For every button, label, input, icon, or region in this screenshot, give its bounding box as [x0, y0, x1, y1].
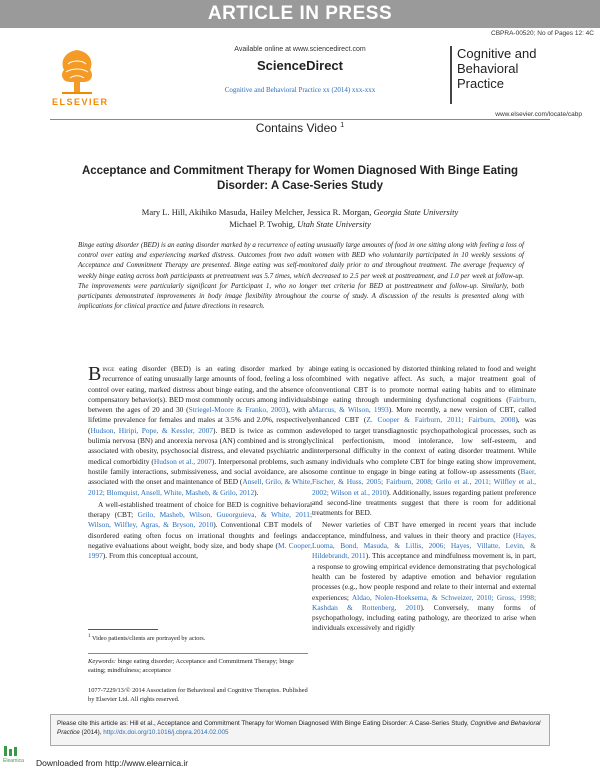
- journal-title-line: Behavioral: [457, 61, 519, 76]
- contains-video-text: Contains Video: [255, 121, 337, 135]
- elearnica-logo-text: Elearnica: [3, 758, 24, 764]
- sciencedirect-wordmark: ScienceDirect: [257, 58, 343, 73]
- authors-names: Mary L. Hill, Akihiko Masuda, Hailey Melcher, Jessica R. Morgan,: [141, 207, 372, 217]
- keywords: [88, 657, 308, 675]
- citation-link[interactable]: Hudson, Hiripi, Pope, & Kessler, 2007: [90, 425, 214, 435]
- manuscript-reference: CBPRA-00520; No of Pages 12: 4C: [491, 30, 594, 37]
- text-run: ). Additionally, issues regarding patient preference and second-line treatments suggest that there is room for additional treatments for BED.: [312, 487, 536, 518]
- contains-video-label: [0, 121, 600, 135]
- header-divider: [50, 119, 550, 120]
- citation-link[interactable]: Z. Cooper & Fairburn, 2011; Fairburn, 2008: [366, 415, 516, 425]
- body-column-left: [88, 364, 312, 562]
- keywords-label: Keywords:: [88, 658, 116, 665]
- author-affiliation: Georgia State University: [373, 207, 459, 217]
- lead-word: inge: [102, 364, 115, 373]
- text-run: ). BED is twice as common as bulimia nervosa (BN) and anorexia nervosa (AN) combined and is strongly associated with obesity, psychosocial distress, and elevated psychiatric and medical comorbidity (: [88, 425, 312, 466]
- journal-title-line: Practice: [457, 76, 504, 91]
- journal-title-line: Cognitive and: [457, 46, 537, 61]
- drop-cap: B: [88, 363, 102, 385]
- text-run: A well-established treatment of choice for BED is cognitive behavioral therapy (CBT;: [88, 499, 312, 520]
- citation-text: Please cite this article as: Hill et al., Acceptance and Commitment Therapy for Women Diagnosed With Binge Eating Disorder: A Case-Series Study,: [57, 720, 469, 727]
- footnote-mark: 1: [88, 633, 91, 639]
- citation-link[interactable]: Hayes, Luoma, Bond, Masuda, & Lillis, 2006; Hayes, Villatte, Levin, & Hildebrandt, 2011: [312, 530, 536, 561]
- text-run: ). More recently, a new version of CBT, called enhanced CBT (: [312, 405, 536, 425]
- citation-link[interactable]: M. Cooper, 1997: [88, 541, 312, 561]
- text-run: ), was developed to target transdiagnostic psychopathological processes, such as clinical perfectionism, mood intolerance, low self-esteem, and interpersonal difficulty in the context of eating disorder treatment. While many individuals who complete CBT for binge eating show improvement, some continue to engage in binge eating at follow-up assessments (: [312, 415, 536, 476]
- text-run: ). Conventional CBT models of disordered eating often focus on irrational thoughts and feelings and negative evaluations about weight, body size, and body shape (: [88, 520, 312, 551]
- body-column-right: [312, 364, 536, 634]
- text-run: ). This acceptance and mindfulness movement is, in part, a response to growing empirical evidence demonstrating that psychological health can be fostered by adaptive emotion and behavior regulation processes (e.g., how people respond and relate to their internal and external experiences;: [312, 551, 536, 602]
- author-affiliation: Utah State University: [297, 219, 371, 229]
- abstract: Binge eating disorder (BED) is an eating disorder marked by a recurrence of eating unusually large amounts of food in one sitting along with feeling a loss of control over eating and experiencing marked distress. Outcomes from two adult women with BED who voluntarily participated in 10 weekly sessions of Acceptance and Commitment Therapy are presented. Binge eating was self-monitored daily prior to and throughout treatment. The average frequency of weekly binge eating across both participants at pretreatment was 5.7 times, which decreased to 2.5 per week at posttreatment, and 1.0 per week at follow-up. The improvements were particularly significant for Participant 1, who no longer met criteria for BED at posttreatment and follow-up. Similarly, both participants demonstrated improvements in body image flexibility throughout the course of study. A discussion of the results is presented along with implications for clinical practice and future directions in research.: [78, 241, 524, 311]
- citation-link[interactable]: Hudson et al., 2007: [153, 456, 212, 466]
- doi-link[interactable]: http://dx.doi.org/10.1016/j.cbpra.2014.02.005: [103, 729, 229, 736]
- text-run: ).: [254, 487, 259, 497]
- author-list: [60, 206, 540, 230]
- elearnica-logo: [2, 744, 32, 764]
- elsevier-wordmark: ELSEVIER: [52, 97, 109, 107]
- paragraph: [88, 364, 312, 498]
- keywords-list: binge eating disorder; Acceptance and Commitment Therapy; binge eating; mindfulness; acceptance: [88, 658, 294, 674]
- citation-year: (2014),: [81, 729, 102, 736]
- article-in-press-banner: ARTICLE IN PRESS: [0, 0, 600, 28]
- text-run: Newer varieties of CBT have emerged in recent years that include acceptance, mindfulness, and values in their theory and practice (: [312, 520, 536, 540]
- citation-link[interactable]: Striegel-Moore & Franko, 2003: [188, 405, 286, 415]
- citation-link[interactable]: Fairburn, Marcus, & Wilson, 1993: [312, 394, 536, 415]
- journal-url[interactable]: www.elsevier.com/locate/cabp: [495, 111, 582, 118]
- download-source-link[interactable]: Downloaded from http://www.elearnica.ir: [36, 758, 189, 768]
- contains-video-footnote-mark[interactable]: 1: [340, 122, 345, 129]
- citation-link[interactable]: Ansell, Grilo, & White, 2012; Blomquist, Ansell, White, Masheb, & Grilo, 2012: [88, 477, 312, 497]
- available-online: Available online at www.sciencedirect.com: [234, 46, 366, 53]
- text-run: ). Conversely, many forms of psychopathology, including eating pathology, are theorized to arise when individuals excessively and rigidly: [312, 602, 536, 633]
- footnote-divider: [88, 629, 158, 630]
- paragraph: [312, 364, 536, 518]
- text-run: binge eating is occasioned by distorted thinking related to food and weight combined with negative affect. As such, a major treatment goal of conventional CBT is to promote normal eating habits and to eliminate binge eating through undermining dysfunctional cognitions (: [312, 364, 536, 404]
- citation-journal: Cognitive and Behavioral Practice: [57, 720, 541, 736]
- article-title: Acceptance and Commitment Therapy for Women Diagnosed With Binge Eating Disorder: A Case-Series Study: [81, 165, 519, 192]
- journal-title-box: [450, 46, 540, 104]
- text-run: ), with a lifetime prevalence for females and males at 3.5% and 2.0%, respectively (: [88, 405, 312, 435]
- citation-link[interactable]: Grilo, Masheb, Wilson, Gueorguieva, & White, 2011; Wilson, Wilfley, Agras, & Bryson, 2010: [88, 510, 312, 530]
- authors-names: Michael P. Twohig,: [229, 219, 296, 229]
- text-run: ). From this conceptual account,: [102, 551, 199, 561]
- journal-citation-line[interactable]: Cognitive and Behavioral Practice xx (2014) xxx-xxx: [224, 86, 376, 94]
- keywords-divider: [88, 653, 308, 654]
- citation-link[interactable]: Baer, Fischer, & Huss, 2005; Fairburn, 2008; Grilo et al., 2011; Wilfley et al., 2002; Wilson et al., 2010: [312, 466, 536, 497]
- citation-box: [50, 714, 550, 746]
- citation-link[interactable]: Aldao, Nolen-Hoeksema, & Schweizer, 2010; Gross, 1998; Kashdan & Rottenberg, 2010: [312, 592, 537, 612]
- footnote: [88, 633, 308, 642]
- footnote-text: Video patients/clients are portrayed by actors.: [92, 635, 206, 643]
- text-run: eating disorder (BED) is an eating disorder marked by a recurrence of eating unusually large amounts of food, feeling a loss of control over eating, marked distress about binge eating, and the absence of compensatory behavior(s). BED most commonly occurs among individuals between the ages of 20 and 30 (: [88, 364, 312, 415]
- copyright-notice: 1077-7229/13/© 2014 Association for Behavioral and Cognitive Therapies. Published by Elsevier Ltd. All rights reserved.: [88, 687, 308, 703]
- text-run: ). Interpersonal problems, such as hostile family interactions, submissiveness, and social avoidance, are also associated with the onset and maintenance of BED (: [88, 456, 312, 487]
- paragraph: [312, 520, 536, 633]
- paragraph: [88, 500, 312, 562]
